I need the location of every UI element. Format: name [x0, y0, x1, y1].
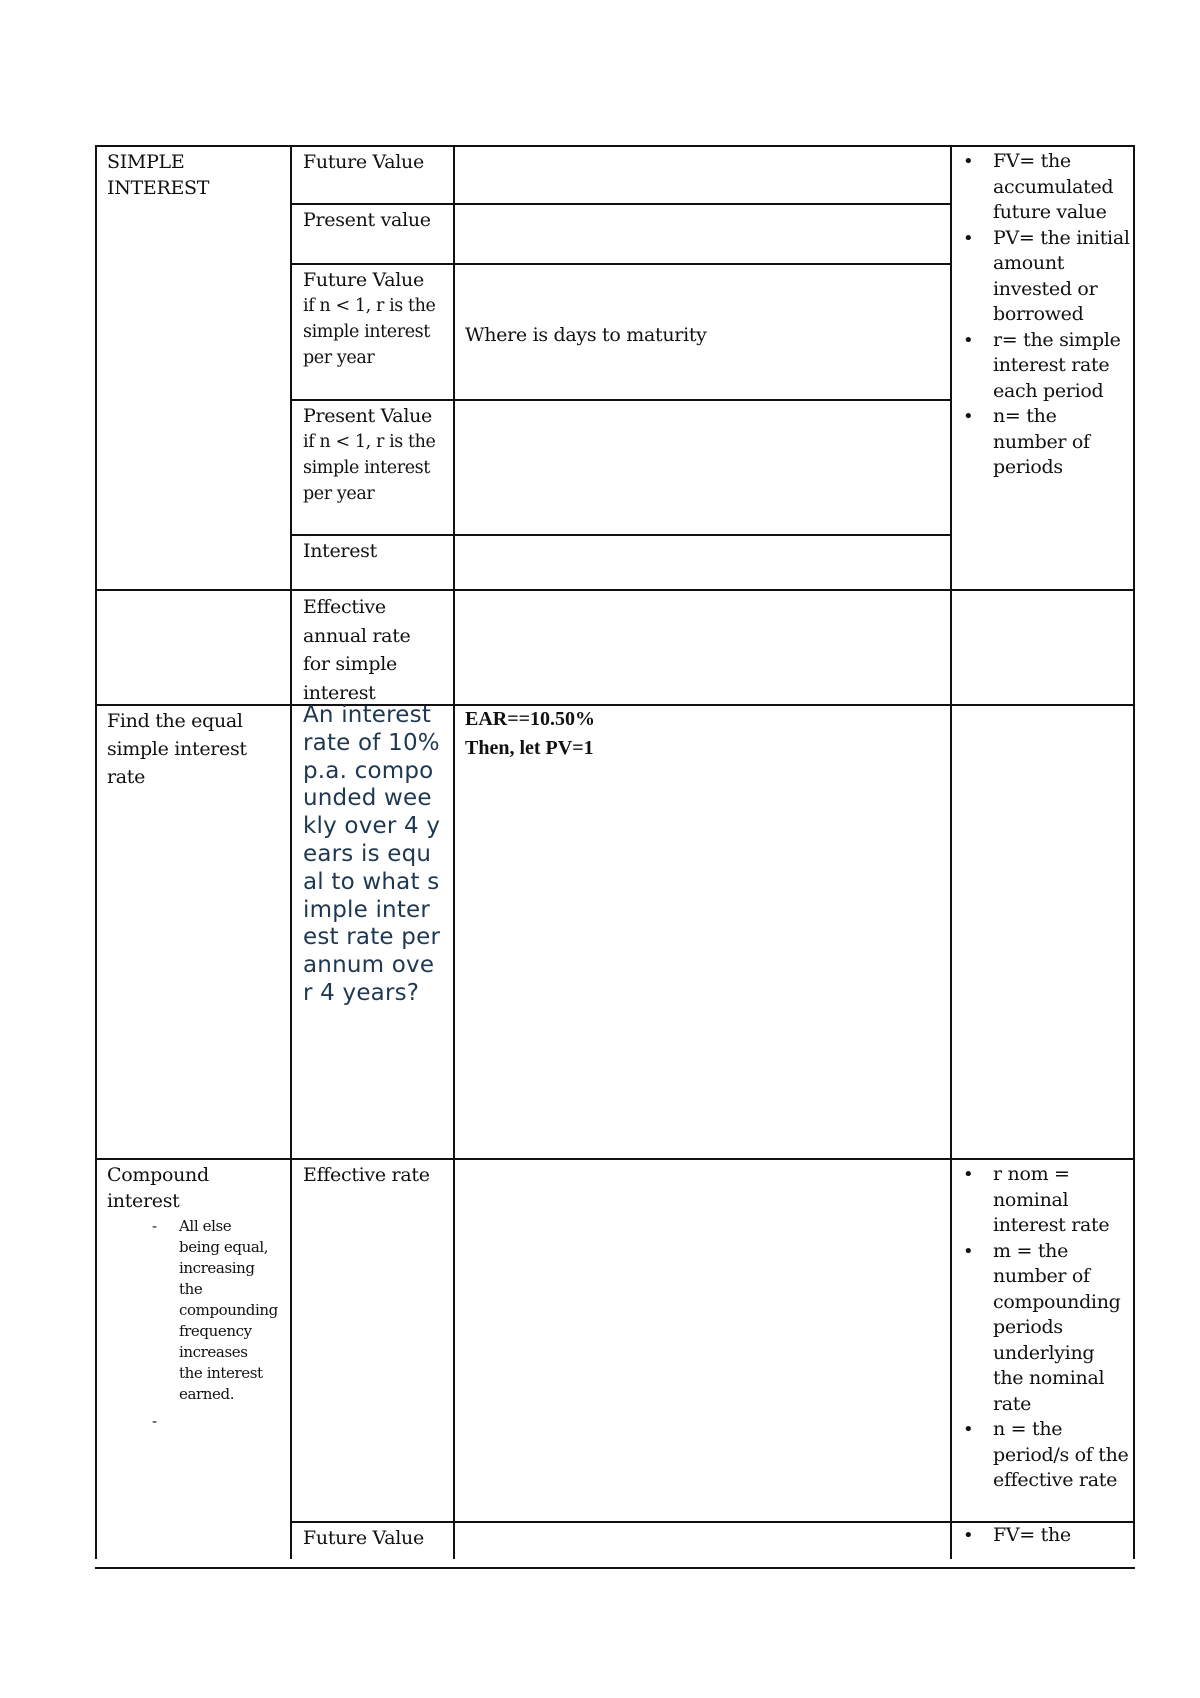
definition-r: • r= the simple interest rate each period — [955, 328, 1130, 405]
compound-note-frequency: - All else being equal, increasing the compounding frequency increases the interest earned. — [107, 1216, 274, 1405]
col-divider-1 — [290, 145, 292, 1559]
future-value-n-lt-1-cell — [303, 267, 448, 371]
present-value-n-lt-1-sub: if n < 1, r is the simple interest per year — [303, 432, 436, 504]
definition-pv: • PV= the initial amount invested or borrowed — [955, 226, 1130, 328]
effective-rate-label-text: Effective rate — [303, 1164, 430, 1186]
compound-interest-definition-list — [955, 1162, 1130, 1494]
ear-result — [465, 705, 935, 763]
sub-row-line-2 — [290, 263, 952, 265]
future-value-n-lt-1-sub: if n < 1, r is the simple interest per year — [303, 296, 436, 368]
compound-interest-heading: Compound interest — [107, 1164, 209, 1212]
then-line: Then, let PV=1 — [465, 737, 594, 759]
interest-label — [303, 538, 448, 564]
compound-future-value-label-text: Future Value — [303, 1527, 424, 1549]
equal-rate-question-text: An interest rate of 10% p.a. compounded weekly over 4 years is equal to what simple interest rate per annum over 4 years? — [303, 702, 441, 1006]
future-value-n-lt-1-label: Future Value — [303, 269, 424, 291]
compound-interest-definitions — [955, 1162, 1130, 1494]
simple-interest-definitions — [955, 149, 1130, 481]
future-value-label-text: Future Value — [303, 151, 424, 173]
definition-m: • m = the number of compounding periods underlying the nominal rate — [955, 1239, 1130, 1418]
interest-label-text: Interest — [303, 540, 377, 562]
table-border-left — [95, 145, 97, 1559]
row-line-1 — [95, 589, 1135, 591]
definition-n: • n= the number of periods — [955, 404, 1130, 481]
find-equal-rate-heading — [107, 707, 267, 791]
compound-interest-notes — [107, 1216, 287, 1432]
row-line-3 — [95, 1158, 1135, 1160]
present-value-label-text: Present value — [303, 209, 431, 231]
present-value-label — [303, 207, 448, 233]
definition-fv-compound: • FV= the — [955, 1523, 1130, 1549]
table-border-top — [95, 145, 1135, 147]
compound-fv-definition-list — [955, 1523, 1130, 1549]
equal-rate-question — [303, 702, 443, 1008]
future-value-label — [303, 149, 448, 175]
effective-rate-label — [303, 1162, 448, 1188]
days-to-maturity-note — [465, 322, 935, 348]
sub-row-line-4 — [290, 534, 952, 536]
present-value-n-lt-1-cell — [303, 403, 448, 507]
col-divider-3 — [950, 145, 952, 1559]
compound-note-empty — [107, 1411, 287, 1432]
sub-row-line-3 — [290, 399, 952, 401]
compound-interest-heading-cell — [107, 1162, 287, 1432]
days-to-maturity-note-text: Where is days to maturity — [465, 324, 707, 346]
simple-interest-definition-list — [955, 149, 1130, 481]
effective-annual-rate-label-text: Effective annual rate for simple interest — [303, 596, 411, 704]
compound-fv-definitions — [955, 1523, 1130, 1549]
col-divider-2 — [453, 145, 455, 1559]
sub-row-line-1 — [290, 203, 952, 205]
ear-line: EAR==10.50% — [465, 708, 596, 730]
definition-fv: • FV= the accumulated future value — [955, 149, 1130, 226]
definition-r-nom: • r nom = nominal interest rate — [955, 1162, 1130, 1239]
table-border-right — [1133, 145, 1135, 1559]
simple-interest-heading — [107, 149, 267, 201]
find-equal-rate-heading-text: Find the equal simple interest rate — [107, 710, 247, 788]
present-value-n-lt-1-label: Present Value — [303, 405, 432, 427]
simple-interest-heading-text: SIMPLE INTEREST — [107, 151, 210, 199]
table-border-bottom — [95, 1567, 1135, 1569]
compound-future-value-label — [303, 1525, 448, 1551]
effective-annual-rate-label — [303, 593, 423, 707]
definition-n-period: • n = the period/s of the effective rate — [955, 1417, 1130, 1494]
